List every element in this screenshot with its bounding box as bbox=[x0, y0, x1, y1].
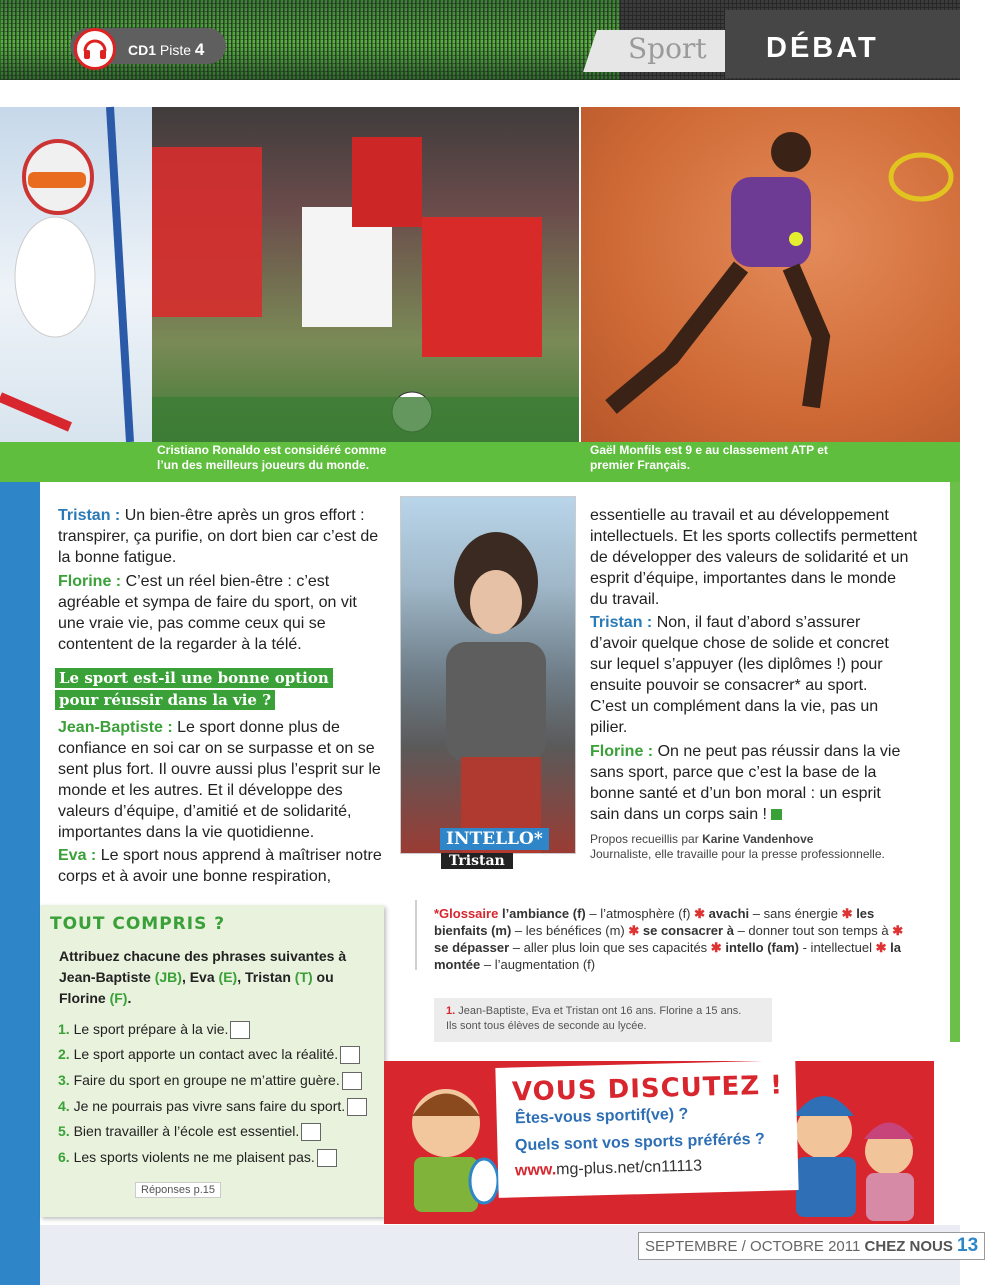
answer-box[interactable] bbox=[342, 1072, 362, 1090]
tristan-answer-1 bbox=[58, 505, 388, 568]
florine-answer-2 bbox=[590, 741, 910, 825]
eva-answer bbox=[58, 845, 388, 887]
speaker-eva: Eva : bbox=[58, 847, 97, 864]
answer-text: C’est un réel bien-être : c’est agréable et sympa de faire du sport, on vit une vraie vie, pas comme ceux qui se contentent de la regarder à la télé. bbox=[58, 573, 357, 653]
glossary-divider bbox=[415, 900, 417, 970]
credit-author: Karine Vandenhove bbox=[702, 832, 814, 846]
portrait-name: Tristan bbox=[441, 853, 513, 869]
eva-answer-continued: essentielle au travail et au développement intellectuels. Et les sports collectifs permettent de développer des valeurs de solidarité et un esprit d’équipe, importantes dans le monde du travail. bbox=[590, 507, 918, 608]
speaker-tristan: Tristan : bbox=[58, 507, 121, 524]
answer-text: Le sport nous apprend à maîtriser notre corps et à avoir une bonne respiration, bbox=[58, 847, 382, 885]
speaker-florine: Florine : bbox=[58, 573, 122, 590]
credit-role: Journaliste, elle travaille pour la presse professionnelle. bbox=[590, 847, 885, 861]
answer-box[interactable] bbox=[230, 1021, 250, 1039]
end-square-icon bbox=[771, 809, 782, 820]
question-line-2: pour réussir dans la vie ? bbox=[55, 690, 275, 710]
piste-label: Piste bbox=[159, 42, 192, 58]
answer-text: On ne peut pas réussir dans la vie sans sport, parce que c’est la base de la bonne santé et d’un bon moral : un esprit sain dans un corps sain ! bbox=[590, 743, 901, 823]
jb-answer bbox=[58, 717, 386, 843]
intello-tag: INTELLO* bbox=[440, 828, 549, 850]
answers-reference: Réponses p.15 bbox=[135, 1182, 221, 1198]
page-footer bbox=[638, 1232, 985, 1260]
glossary-title: *Glossaire bbox=[434, 906, 499, 921]
rubric-title: DÉBAT bbox=[766, 32, 879, 64]
football-photo bbox=[152, 107, 579, 442]
tristan-answer-2 bbox=[590, 612, 908, 738]
left-margin-bar bbox=[0, 482, 40, 1285]
quiz-item: 3. Faire du sport en groupe ne m’attire guère. bbox=[58, 1072, 362, 1090]
ronaldo-caption: Cristiano Ronaldo est considéré comme l’un des meilleurs joueurs du monde. bbox=[157, 443, 387, 472]
banner-question-1: Êtes-vous sportif(ve) ? bbox=[514, 1105, 689, 1128]
tennis-photo bbox=[581, 107, 960, 442]
quiz-item: 2. Le sport apporte un contact avec la réalité. bbox=[58, 1046, 360, 1064]
banner-question-2: Quels sont vos sports préférés ? bbox=[514, 1130, 766, 1155]
skier-photo bbox=[0, 107, 152, 442]
banner-title: VOUS DISCUTEZ ! bbox=[511, 1070, 784, 1108]
speaker-tristan: Tristan : bbox=[590, 614, 653, 631]
quiz-item: 4. Je ne pourrais pas vivre sans faire du sport. bbox=[58, 1098, 367, 1116]
answer-text: Un bien-être après un gros effort : transpirer, ça purifie, on dort bien car c’est de la bonne fatigue. bbox=[58, 507, 379, 566]
credit-prefix: Propos recueillis par bbox=[590, 832, 699, 846]
tristan-portrait-photo bbox=[400, 496, 576, 854]
speaker-jean-baptiste: Jean-Baptiste : bbox=[58, 719, 173, 736]
right-margin-bar bbox=[950, 482, 960, 1042]
glossary: *Glossaire l’ambiance (f) – l’atmosphère (f) ✱ avachi – sans énergie ✱ les bienfaits (m) – les bénéfices (m) ✱ se consacrer à – donner tout son temps à ✱ se dépasser – aller plus loin que ses capacités ✱ intello (fam) - intellectuel ✱ la montée – l’augmentation (f) bbox=[434, 906, 904, 972]
quiz-item: 5. Bien travailler à l’école est essentiel. bbox=[58, 1123, 321, 1141]
audio-track-label bbox=[128, 40, 204, 60]
florine-answer-1 bbox=[58, 571, 378, 655]
age-footnote: 1. Jean-Baptiste, Eva et Tristan ont 16 ans. Florine a 15 ans. Ils sont tous élèves de seconde au lycée. bbox=[434, 998, 772, 1042]
magazine-name: CHEZ NOUS bbox=[864, 1238, 953, 1255]
answer-text: Non, il faut d’abord s’assurer d’avoir quelque chose de solide et concret sur lequel s’appuyer (les diplômes !) pour ensuite pouvoir se consacrer* au sport. C’est un complément dans la vie, pas un pilier. bbox=[590, 614, 889, 736]
piste-number: 4 bbox=[194, 40, 205, 59]
answer-box[interactable] bbox=[301, 1123, 321, 1141]
answer-box[interactable] bbox=[340, 1046, 360, 1064]
question-line-1: Le sport est-il une bonne option bbox=[55, 668, 333, 688]
quiz-item: 1. Le sport prépare à la vie. bbox=[58, 1021, 250, 1039]
quiz-item: 6. Les sports violents ne me plaisent pas. bbox=[58, 1149, 337, 1167]
section-title: Sport bbox=[628, 32, 707, 65]
quiz-instructions: Attribuez chacune des phrases suivantes à Jean-Baptiste (JB), Eva (E), Tristan (T) ou Florine (F). bbox=[59, 948, 347, 1006]
banner-url[interactable]: www.mg-plus.net/cn11113 bbox=[514, 1157, 703, 1180]
page-number: 13 bbox=[957, 1235, 979, 1256]
answer-box[interactable] bbox=[347, 1098, 367, 1116]
interview-credit bbox=[590, 832, 885, 862]
quiz-title: TOUT COMPRIS ? bbox=[50, 914, 226, 934]
issue-date: SEPTEMBRE / OCTOBRE 2011 bbox=[645, 1238, 861, 1255]
cd-label: CD1 bbox=[128, 42, 157, 58]
speaker-florine: Florine : bbox=[590, 743, 654, 760]
question-heading bbox=[55, 668, 335, 712]
answer-box[interactable] bbox=[317, 1149, 337, 1167]
headphones-icon bbox=[74, 28, 116, 70]
monfils-caption: Gaël Monfils est 9 e au classement ATP et premier Français. bbox=[590, 443, 828, 472]
answer-text: Le sport donne plus de confiance en soi car on se surpasse et on se sent plus fort. Il ouvre aussi plus l’esprit sur le monde et les autres. Et il développe des valeurs d’équipe, d’amitié et de solidarité, importantes dans la vie quotidienne. bbox=[58, 719, 381, 841]
